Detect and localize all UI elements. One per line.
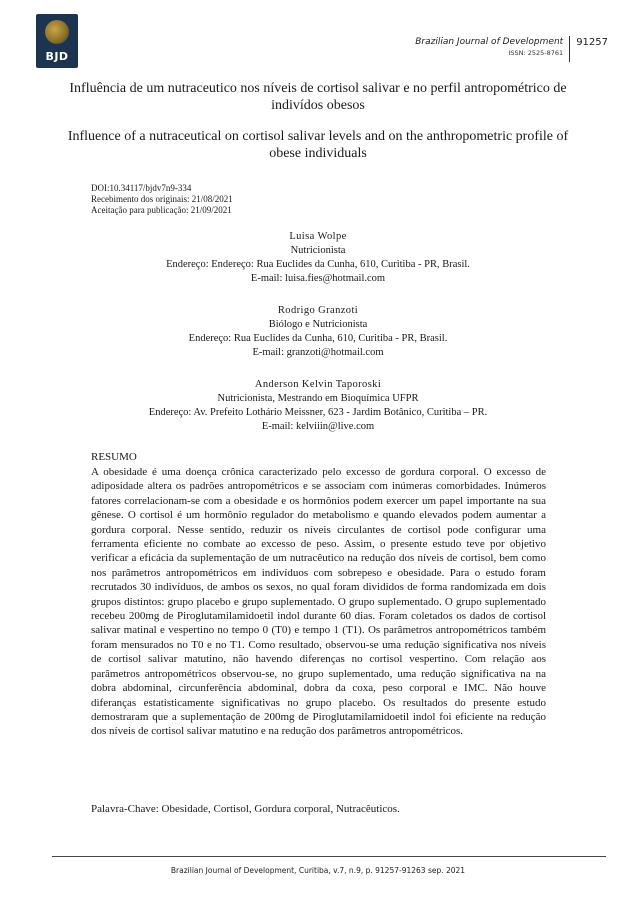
header-divider bbox=[569, 36, 570, 62]
author-name: Anderson Kelvin Taporoski bbox=[254, 379, 382, 390]
keywords: Palavra-Chave: Obesidade, Cortisol, Gordura corporal, Nutracêuticos. bbox=[91, 803, 400, 815]
author-block bbox=[40, 230, 596, 286]
abstract-heading: RESUMO bbox=[91, 451, 137, 463]
footer-divider bbox=[52, 856, 606, 857]
author-role: Nutricionista, Mestrando em Bioquímica UFPR bbox=[217, 393, 419, 404]
globe-icon bbox=[45, 20, 69, 44]
accepted-date: Aceitação para publicação: 21/09/2021 bbox=[91, 205, 232, 215]
title-portuguese: Influência de um nutraceutico nos níveis de cortisol salivar e no perfil antropométrico de indivídos obesos bbox=[69, 81, 567, 113]
author-address: Endereço: Av. Prefeito Lothário Meissner, 623 - Jardim Botânico, Curitiba – PR. bbox=[148, 407, 488, 418]
page-number: 91257 bbox=[576, 37, 608, 48]
journal-header bbox=[415, 36, 608, 62]
author-role: Nutricionista bbox=[290, 245, 346, 256]
received-date: Recebimento dos originais: 21/08/2021 bbox=[91, 194, 233, 204]
author-email: E-mail: granzoti@hotmail.com bbox=[252, 347, 384, 358]
journal-name: Brazilian Journal of Development bbox=[415, 37, 564, 47]
author-block bbox=[40, 378, 596, 434]
footer-citation: Brazilian Journal of Development, Curitiba, v.7, n.9, p. 91257-91263 sep. 2021 bbox=[170, 866, 466, 875]
author-address: Endereço: Endereço: Rua Euclides da Cunha, 610, Curitiba - PR, Brasil. bbox=[166, 259, 470, 270]
author-email: E-mail: kelviiin@live.com bbox=[261, 421, 375, 432]
author-role: Biólogo e Nutricionista bbox=[268, 319, 368, 330]
issn: ISSN: 2525-8761 bbox=[508, 49, 564, 57]
title-english: Influence of a nutraceutical on cortisol salivar levels and on the anthropometric profile of obese individuals bbox=[67, 129, 569, 161]
author-email: E-mail: luisa.fies@hotmail.com bbox=[250, 273, 386, 284]
author-name: Luisa Wolpe bbox=[289, 231, 347, 242]
abstract-text: A obesidade é uma doença crônica caracterizado pelo excesso de gordura corporal. O excesso de adiposidade altera os padrões antropométricos e se associam com inúmeras comorbidades. Inúmeros fatores correlacionam-se com a obesidade e os hormônios podem exercer um papel importante na sua gênese. O cortisol é um hormônio regulador do metabolismo e quando elevados podem aumentar a gordura corporal. Nesse sentido, reduzir os níveis circulantes de cortisol pode configurar uma ferramenta eficiente no combate ao excesso de peso. Assim, o presente estudo teve por objetivo verificar a eficácia da suplementação de um nutracêutico na redução dos níveis de cortisol, bem como nos parâmetros antropométricos em indivíduos com sobrepeso e obesidade. Para o estudo foram recrutados 30 indivíduos, de ambos os sexos, no qual foram divididos de forma randomizada em dois grupos distintos: grupo placebo e grupo suplementado. O grupo suplementado. O grupo suplementado recebeu 200mg de Piroglutamilamidoetil indol durante 60 dias. Foram coletados os dados de cortisol salivar matinal e vespertino no tempo 0 (T0) e tempo 1 (T1). Os parâmetros antropométricos também foram mensurados no T0 e no T1. Como resultado, observou-se uma redução significativa nos níveis de cortisol salivar matutino, não havendo diferenças no cortisol vespertino. Com relação aos parâmetros antropométricos observou-se, no grupo suplementado, uma redução significativa na na dobra abdominal, circunferência abdominal, dobra da coxa, peso corporal e IMC. Não houve diferanças estatisticamente significativas no grupo placebo. Os resultados do presente estudo demostraram que a suplementação de 200mg de Piroglutamilamidoetil indol foi eficiente na redução dos níveis de cortisol salivar matutino e na redução dos parâmetros antropométricos. bbox=[91, 466, 546, 738]
journal-logo bbox=[36, 14, 78, 68]
doi: DOI:10.34117/bjdv7n9-334 bbox=[91, 183, 192, 193]
article-meta bbox=[91, 183, 233, 216]
author-name: Rodrigo Granzoti bbox=[277, 305, 359, 316]
author-block bbox=[40, 304, 596, 360]
author-address: Endereço: Rua Euclides da Cunha, 610, Curitiba - PR, Brasil. bbox=[188, 333, 448, 344]
logo-text: BJD bbox=[45, 50, 69, 63]
